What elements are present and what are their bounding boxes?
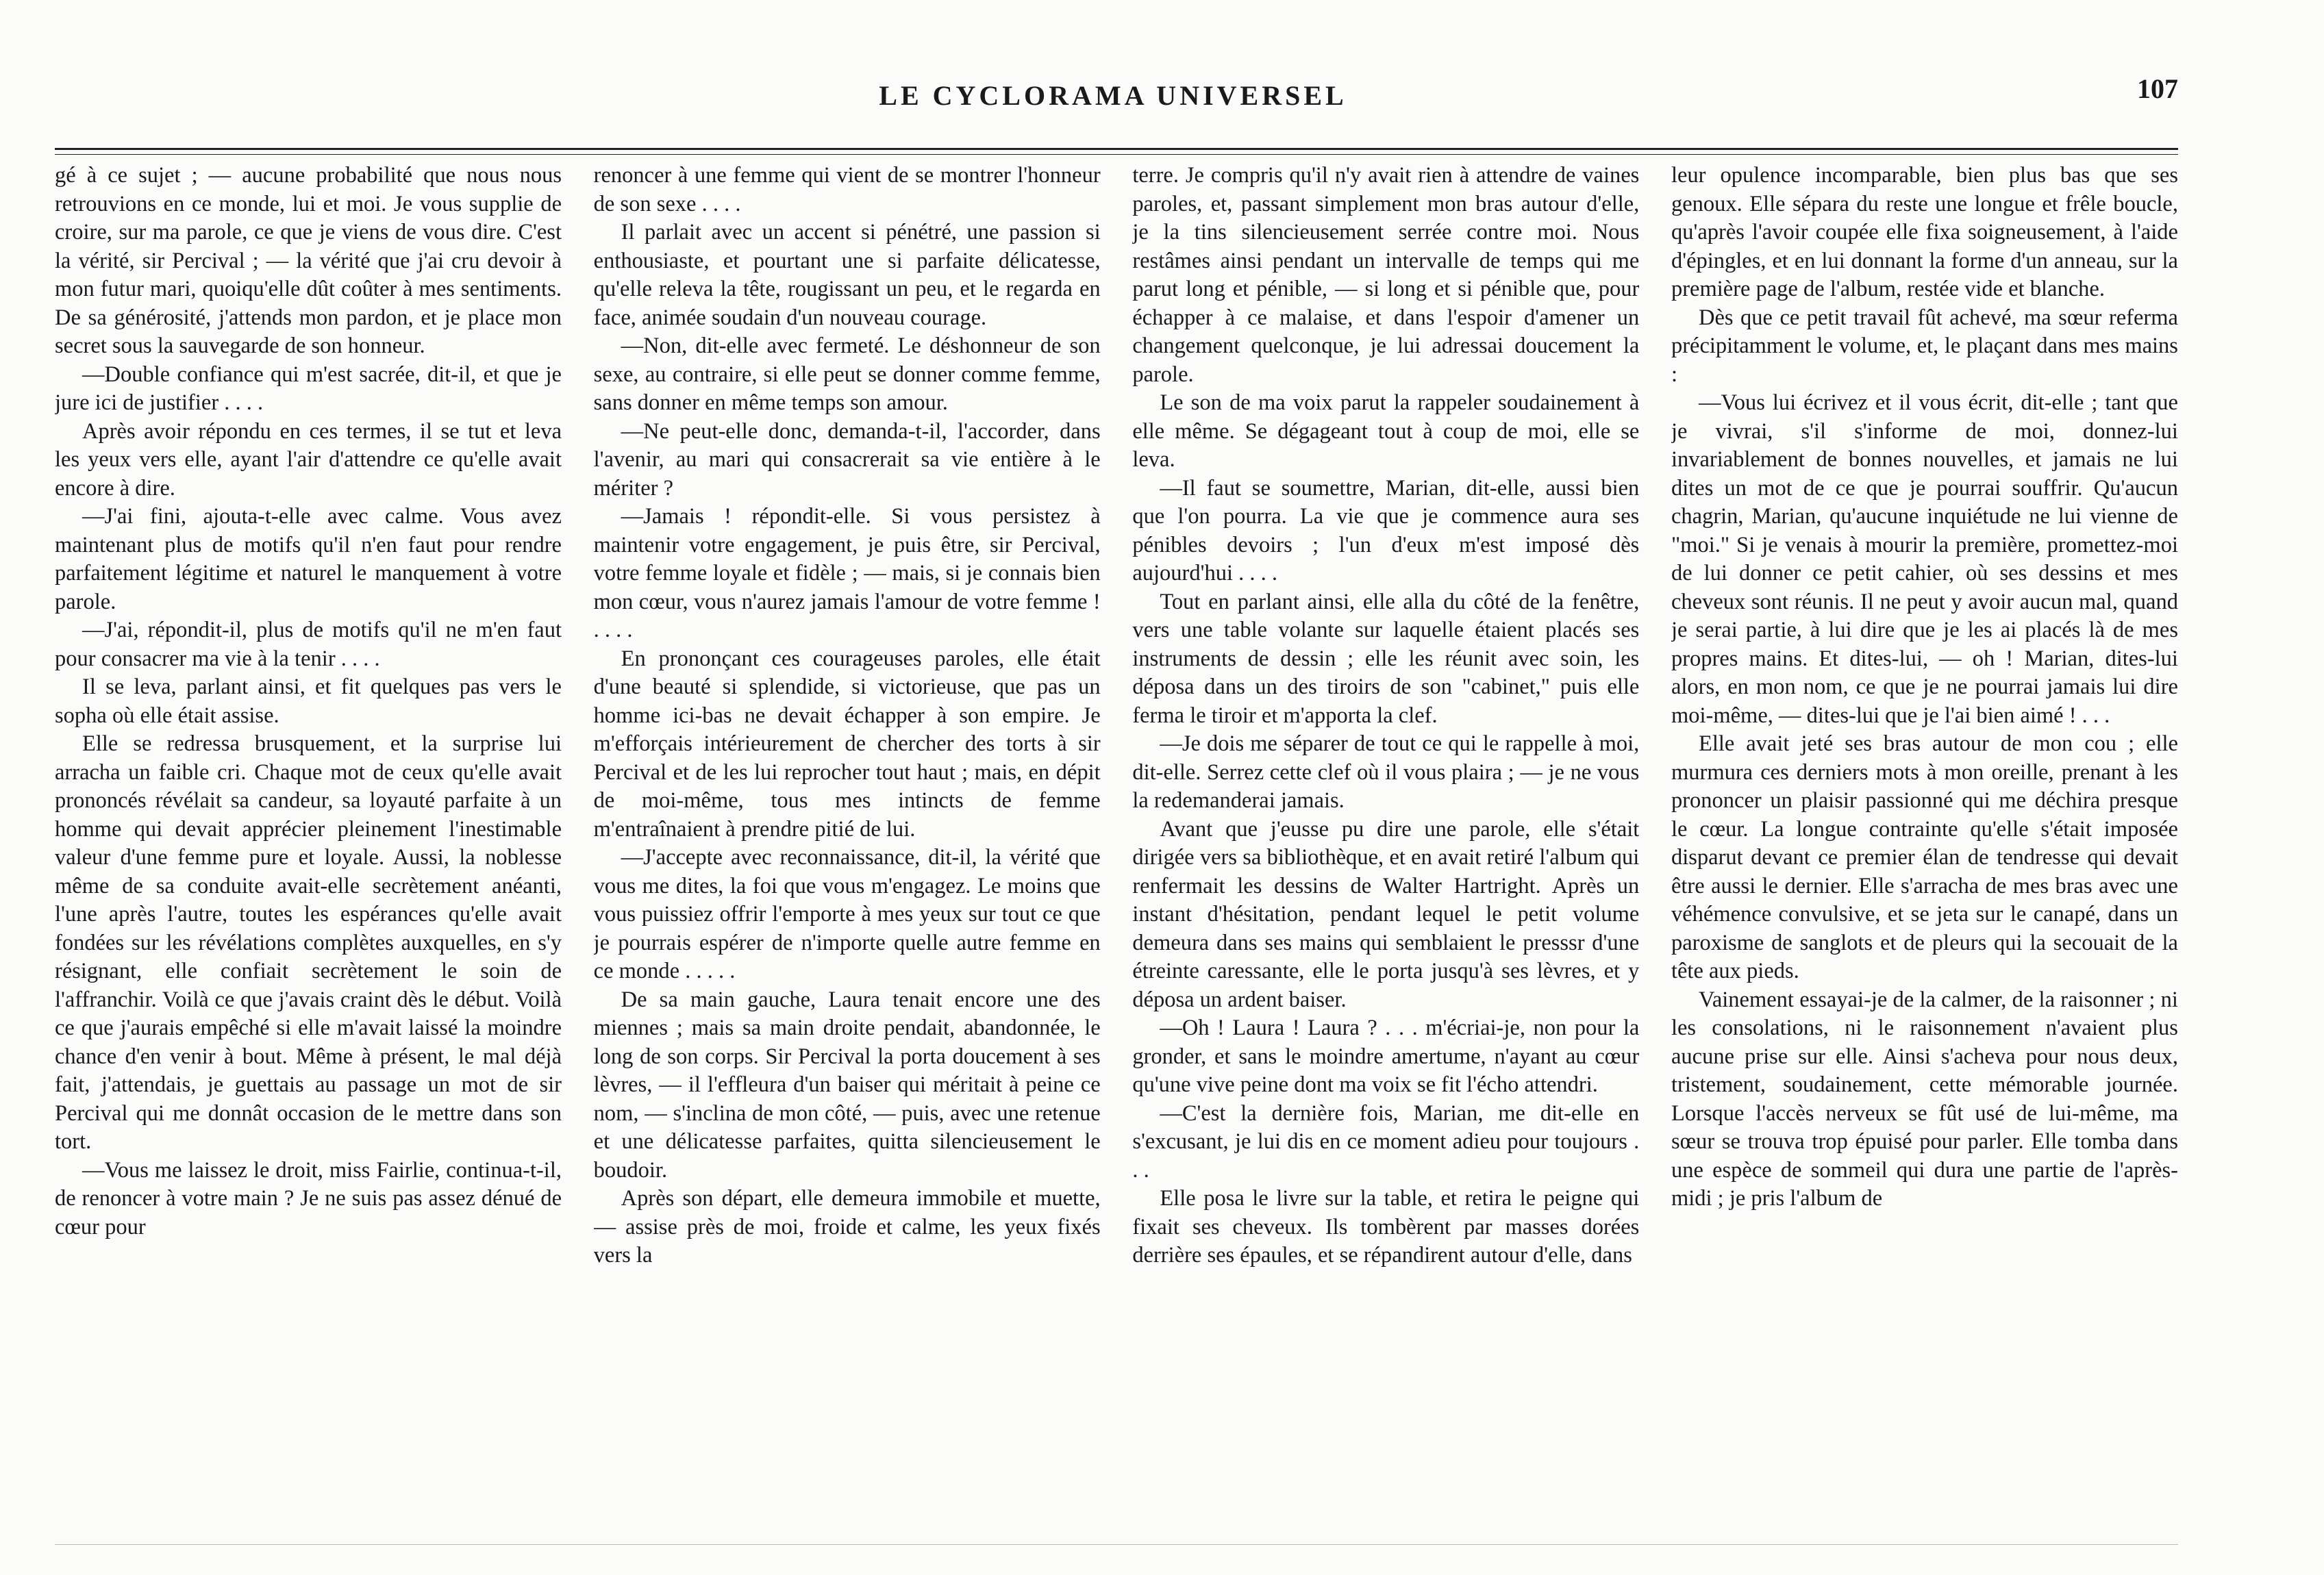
paragraph: gé à ce sujet ; — aucune probabilité que nous nous retrouvions en ce monde, lui et moi. Je vous supplie de croire, sur ma parole, ce que je viens de vous dire. C'est la vérité, sir Percival ; — la vérité que j'ai cru devoir à mon futur mari, quoiqu'elle dût coûter à mes sentiments. De sa générosité, j'attends mon pardon, et je place mon secret sous la sauvegarde de son honneur. — [55, 163, 562, 358]
paragraph: Avant que j'eusse pu dire une parole, elle s'était dirigée vers sa bibliothèque, et en avait retiré l'album qui renfermait les dessins de Walter Hartright. Après un instant d'hésitation, pendant lequel le petit volume demeura dans ses mains qui semblaient le presssr d'une étreinte caressante, elle le porta jusqu'à ses lèvres, et y déposa un ardent baiser. — [1132, 816, 1640, 1012]
paragraph: —Oh ! Laura ! Laura ? . . . m'écriai-je, non pour la gronder, et sans le moindre amertume, n'ayant au cœur qu'une vive peine dont ma voix se fit l'écho attendri. — [1132, 1016, 1640, 1097]
paragraph: —J'ai fini, ajouta-t-elle avec calme. Vous avez maintenant plus de motifs qu'il n'en faut pour rendre parfaitement légitime et naturel le manquement à votre parole. — [55, 504, 562, 614]
column-4 — [1671, 162, 2178, 1497]
paragraph: Après son départ, elle demeura immobile et muette, — assise près de moi, froide et calme, les yeux fixés vers la — [593, 1186, 1101, 1268]
paragraph: —Vous lui écrivez et il vous écrit, dit-elle ; tant que je vivrai, s'il s'informe de moi, donnez-lui invariablement de bonnes nouvelles, et jamais ne lui dites un mot de ce que je pourrai souffrir. Qu'aucun chagrin, Marian, qu'aucune inquiétude ne lui vienne de "moi." Si je venais à mourir la première, promettez-moi de lui donner ce petit cahier, où ses dessins et mes cheveux sont réunis. Il ne peut y avoir aucun mal, quand je serai partie, à lui dire que je les ai placés là de mes propres mains. Et dites-lui, — oh ! Marian, dites-lui alors, en mon nom, ce que je ne pourrai jamais lui dire moi-même, — dites-lui que je l'ai bien aimé ! . . . — [1671, 390, 2178, 728]
page-number: 107 — [2137, 73, 2178, 104]
footer-rule — [55, 1544, 2178, 1545]
paragraph: Le son de ma voix parut la rappeler soudainement à elle même. Se dégageant tout à coup de moi, elle se leva. — [1132, 390, 1640, 472]
paragraph: —C'est la dernière fois, Marian, me dit-elle en s'excusant, je lui dis en ce moment adieu pour toujours . . . — [1132, 1100, 1640, 1183]
column-2 — [594, 162, 1101, 1497]
paragraph: Il se leva, parlant ainsi, et fit quelques pas vers le sopha où elle était assise. — [55, 675, 562, 728]
paragraph: Il parlait avec un accent si pénétré, une passion si enthousiaste, et pourtant une si parfaite délicatesse, qu'elle releva la tête, rougissant un peu, et le regarda en face, animée soudain d'un nouveau courage. — [593, 220, 1101, 330]
column-3 — [1132, 162, 1639, 1497]
paragraph: Après avoir répondu en ces termes, il se tut et leva les yeux vers elle, ayant l'air d'attendre ce qu'elle avait encore à dire. — [55, 418, 562, 501]
paragraph: —Non, dit-elle avec fermeté. Le déshonneur de son sexe, au contraire, si elle peut se donner comme femme, sans donner en même temps son amour. — [593, 333, 1101, 415]
paragraph: Vainement essayai-je de la calmer, de la raisonner ; ni les consolations, ni le raisonnement n'avaient plus aucune prise sur elle. Ainsi s'acheva pour nous deux, tristement, soudainement, cette mémorable journée. Lorsque l'accès nerveux se fût usé de lui-même, ma sœur se trouva trop épuisé pour parler. Elle tomba dans une espèce de sommeil qui dura une partie de l'après-midi ; je pris l'album de — [1671, 987, 2178, 1211]
paragraph: terre. Je compris qu'il n'y avait rien à attendre de vaines paroles, et, passant simplement mon bras autour d'elle, je la tins silencieusement serrée contre moi. Nous restâmes ainsi pendant un intervalle de temps qui me parut long et pénible, — si long et si pénible que, pour échapper à ce malaise, et dans l'espoir d'amener un changement quelconque, je lui adressai doucement la parole. — [1132, 163, 1640, 387]
paragraph: Tout en parlant ainsi, elle alla du côté de la fenêtre, vers une table volante sur laquelle étaient placés ses instruments de dessin ; elle les réunit avec soin, les déposa dans un des tiroirs de son "cabinet," puis elle ferma le tiroir et m'apporta la clef. — [1132, 589, 1640, 728]
page-header — [48, 66, 2178, 121]
paragraph: Dès que ce petit travail fût achevé, ma sœur referma précipitamment le volume, et, le plaçant dans mes mains : — [1671, 305, 2178, 387]
paragraph: —Ne peut-elle donc, demanda-t-il, l'accorder, dans l'avenir, au mari qui consacrerait sa vie entière à le mériter ? — [593, 418, 1101, 501]
paragraph: En prononçant ces courageuses paroles, elle était d'une beauté si splendide, si victorieuse, que pas un homme ici-bas ne devait échapper à son empire. Je m'efforçais intérieurement de chercher des torts à sir Percival et de les lui reprocher tout haut ; mais, en dépit de moi-même, tous mes intincts de femme m'entraînaient à prendre pitié de lui. — [593, 646, 1101, 842]
running-title: LE CYCLORAMA UNIVERSEL — [879, 80, 1347, 111]
paragraph: Elle se redressa brusquement, et la surprise lui arracha un faible cri. Chaque mot de ceux qu'elle avait prononcés révélait sa candeur, sa loyauté parfaite à un homme qui devait apprécier pleinement l'inestimable valeur d'une femme pure et loyale. Aussi, la noblesse même de sa conduite avait-elle secrètement anéanti, l'une après l'autre, toutes les espérances qu'elle avait fondées sur les révélations complètes auxquelles, en s'y résignant, elle confiait secrètement le soin de l'affranchir. Voilà ce que j'avais craint dès le début. Voilà ce que j'aurais empêché si elle m'avait laissé la moindre chance d'en venir à bout. Même à présent, le mal déjà fait, j'attendais, je guettais au passage un mot de sir Percival qui me donnât occasion de le mettre dans son tort. — [55, 731, 562, 1154]
paragraph: —Jamais ! répondit-elle. Si vous persistez à maintenir votre engagement, je puis être, sir Percival, votre femme loyale et fidèle ; — mais, si je connais bien mon cœur, vous n'aurez jamais l'amour de votre femme ! . . . . — [593, 504, 1101, 642]
paragraph: —Double confiance qui m'est sacrée, dit-il, et que je jure ici de justifier . . . . — [55, 362, 562, 415]
paragraph: —Je dois me séparer de tout ce qui le rappelle à moi, dit-elle. Serrez cette clef où il vous plaira ; — je ne vous la redemanderai jamais. — [1132, 731, 1640, 813]
header-rule-thick — [55, 148, 2178, 150]
paragraph: renoncer à une femme qui vient de se montrer l'honneur de son sexe . . . . — [593, 163, 1101, 216]
text-columns — [55, 162, 2178, 1497]
paragraph: —J'accepte avec reconnaissance, dit-il, la vérité que vous me dites, la foi que vous m'engagez. Le moins que vous puissiez offrir l'emporte à mes yeux sur tout ce que je pourrais espérer de n'importe quelle autre femme en ce monde . . . . . — [593, 845, 1101, 983]
paragraph: —Vous me laissez le droit, miss Fairlie, continua-t-il, de renoncer à votre main ? Je ne suis pas assez dénué de cœur pour — [55, 1157, 562, 1239]
paragraph: Elle posa le livre sur la table, et retira le peigne qui fixait ses cheveux. Ils tombèrent par masses dorées derrière ses épaules, et se répandirent autour d'elle, dans — [1132, 1186, 1640, 1268]
paragraph: —J'ai, répondit-il, plus de motifs qu'il ne m'en faut pour consacrer ma vie à la tenir . . . . — [55, 618, 562, 671]
column-1 — [55, 162, 562, 1497]
paragraph: leur opulence incomparable, bien plus bas que ses genoux. Elle sépara du reste une longue et frêle boucle, qu'après l'avoir coupée elle fixa soigneusement, à l'aide d'épingles, et en lui donnant la forme d'un anneau, sur la première page de l'album, restée vide et blanche. — [1671, 163, 2178, 301]
paragraph: Elle avait jeté ses bras autour de mon cou ; elle murmura ces derniers mots à mon oreille, prenant à les prononcer un plaisir passionné qui me déchira presque le cœur. La longue contrainte qu'elle s'était imposée disparut devant ce premier élan de tendresse qui devait être aussi le dernier. Elle s'arracha de mes bras avec une véhémence convulsive, et se jeta sur le canapé, dans un paroxisme de sanglots et de pleurs qui la secouait de la tête aux pieds. — [1671, 731, 2178, 983]
header-rule-thin — [55, 154, 2178, 155]
paragraph: De sa main gauche, Laura tenait encore une des miennes ; mais sa main droite pendait, abandonnée, le long de son corps. Sir Percival la porta doucement à ses lèvres, — il l'effleura d'un baiser qui méritait à peine ce nom, — s'inclina de mon côté, — puis, avec une retenue et une délicatesse parfaites, quitta silencieusement le boudoir. — [593, 987, 1101, 1183]
paragraph: —Il faut se soumettre, Marian, dit-elle, aussi bien que l'on pourra. La vie que je commence aura ses pénibles devoirs ; l'un d'eux m'est imposé dès aujourd'hui . . . . — [1132, 475, 1640, 585]
